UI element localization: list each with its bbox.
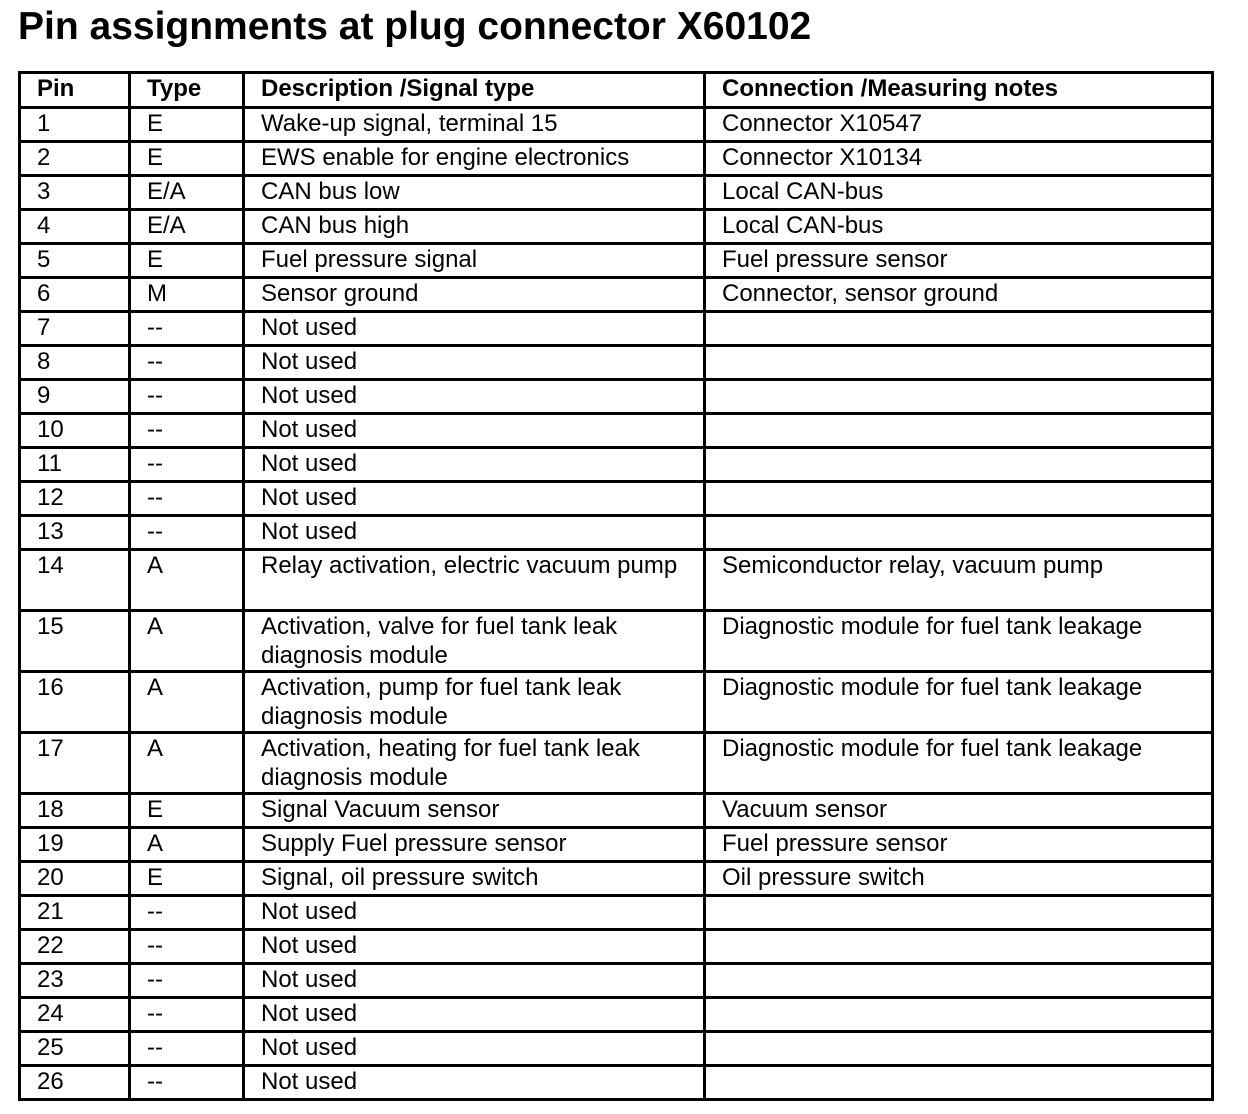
header-pin: Pin [20,73,130,108]
cell-type: -- [130,998,244,1032]
table-body [20,108,1213,1100]
cell-connection: Connector, sensor ground [705,278,1213,312]
cell-pin: 25 [20,1032,130,1066]
table-row [20,998,1213,1032]
cell-type: M [130,278,244,312]
table-row [20,930,1213,964]
table-row [20,794,1213,828]
cell-type: -- [130,380,244,414]
cell-pin: 10 [20,414,130,448]
cell-connection: Fuel pressure sensor [705,244,1213,278]
table-row [20,1032,1213,1066]
table-row [20,964,1213,998]
cell-connection: Diagnostic module for fuel tank leakage [705,611,1213,672]
cell-description: Signal, oil pressure switch [244,862,705,896]
table-row [20,482,1213,516]
cell-type: -- [130,1032,244,1066]
cell-pin: 22 [20,930,130,964]
cell-description: Not used [244,312,705,346]
cell-type: -- [130,930,244,964]
cell-connection [705,964,1213,998]
cell-description: Not used [244,346,705,380]
cell-description: Activation, heating for fuel tank leak diagnosis module [244,733,705,794]
cell-pin: 4 [20,210,130,244]
header-description: Description /Signal type [244,73,705,108]
cell-connection [705,516,1213,550]
cell-description: Fuel pressure signal [244,244,705,278]
cell-type: -- [130,964,244,998]
table-row [20,142,1213,176]
cell-connection [705,482,1213,516]
cell-description: Not used [244,930,705,964]
cell-connection [705,346,1213,380]
cell-description: Sensor ground [244,278,705,312]
cell-pin: 17 [20,733,130,794]
cell-connection: Vacuum sensor [705,794,1213,828]
table-row [20,516,1213,550]
table-row [20,278,1213,312]
cell-type: A [130,611,244,672]
page-title: Pin assignments at plug connector X60102 [18,5,812,48]
table-row [20,244,1213,278]
table-row [20,108,1213,142]
cell-pin: 1 [20,108,130,142]
cell-connection: Fuel pressure sensor [705,828,1213,862]
cell-type: A [130,550,244,611]
cell-pin: 8 [20,346,130,380]
cell-connection: Oil pressure switch [705,862,1213,896]
table-header-row [20,73,1213,108]
cell-description: Not used [244,448,705,482]
cell-pin: 15 [20,611,130,672]
cell-pin: 9 [20,380,130,414]
cell-description: Wake-up signal, terminal 15 [244,108,705,142]
cell-pin: 21 [20,896,130,930]
table-row [20,414,1213,448]
cell-type: A [130,733,244,794]
table-row [20,733,1213,794]
cell-connection [705,930,1213,964]
cell-type: -- [130,414,244,448]
cell-description: Not used [244,516,705,550]
header-type: Type [130,73,244,108]
cell-type: E/A [130,176,244,210]
cell-type: -- [130,448,244,482]
cell-description: EWS enable for engine electronics [244,142,705,176]
cell-description: Not used [244,998,705,1032]
table-row [20,896,1213,930]
cell-type: -- [130,312,244,346]
cell-description: Not used [244,964,705,998]
table-row [20,862,1213,896]
table-row [20,448,1213,482]
cell-type: E [130,142,244,176]
cell-type: -- [130,482,244,516]
cell-description: Activation, pump for fuel tank leak diagnosis module [244,672,705,733]
cell-pin: 13 [20,516,130,550]
cell-type: E/A [130,210,244,244]
cell-type: -- [130,346,244,380]
table-row [20,312,1213,346]
cell-connection [705,1066,1213,1100]
table-row [20,210,1213,244]
cell-type: E [130,794,244,828]
table-row [20,550,1213,611]
cell-connection: Diagnostic module for fuel tank leakage [705,733,1213,794]
cell-connection [705,998,1213,1032]
header-connection: Connection /Measuring notes [705,73,1213,108]
cell-pin: 23 [20,964,130,998]
table-row [20,828,1213,862]
cell-type: -- [130,516,244,550]
cell-pin: 5 [20,244,130,278]
cell-connection: Semiconductor relay, vacuum pump [705,550,1213,611]
cell-pin: 12 [20,482,130,516]
cell-description: Not used [244,896,705,930]
cell-pin: 20 [20,862,130,896]
cell-description: Not used [244,380,705,414]
cell-description: Not used [244,1032,705,1066]
cell-pin: 24 [20,998,130,1032]
cell-pin: 19 [20,828,130,862]
cell-pin: 11 [20,448,130,482]
table-row [20,611,1213,672]
cell-pin: 2 [20,142,130,176]
cell-description: Signal Vacuum sensor [244,794,705,828]
cell-connection: Local CAN-bus [705,176,1213,210]
table-row [20,380,1213,414]
cell-type: A [130,828,244,862]
cell-connection: Connector X10134 [705,142,1213,176]
cell-type: -- [130,896,244,930]
cell-pin: 14 [20,550,130,611]
table-row [20,176,1213,210]
cell-pin: 18 [20,794,130,828]
cell-connection: Connector X10547 [705,108,1213,142]
table-row [20,346,1213,380]
cell-pin: 26 [20,1066,130,1100]
cell-connection [705,448,1213,482]
cell-description: Activation, valve for fuel tank leak diagnosis module [244,611,705,672]
cell-connection: Diagnostic module for fuel tank leakage [705,672,1213,733]
pin-assignment-table [18,71,1214,1101]
cell-type: E [130,244,244,278]
cell-pin: 7 [20,312,130,346]
cell-description: Not used [244,482,705,516]
cell-type: A [130,672,244,733]
cell-pin: 6 [20,278,130,312]
cell-pin: 3 [20,176,130,210]
cell-type: E [130,862,244,896]
cell-connection [705,414,1213,448]
cell-connection: Local CAN-bus [705,210,1213,244]
table-row [20,1066,1213,1100]
cell-description: Not used [244,414,705,448]
cell-connection [705,1032,1213,1066]
cell-pin: 16 [20,672,130,733]
cell-connection [705,380,1213,414]
cell-connection [705,896,1213,930]
cell-type: -- [130,1066,244,1100]
cell-description: Relay activation, electric vacuum pump [244,550,705,611]
cell-description: Not used [244,1066,705,1100]
table-row [20,672,1213,733]
cell-description: CAN bus low [244,176,705,210]
cell-description: Supply Fuel pressure sensor [244,828,705,862]
cell-type: E [130,108,244,142]
cell-connection [705,312,1213,346]
cell-description: CAN bus high [244,210,705,244]
